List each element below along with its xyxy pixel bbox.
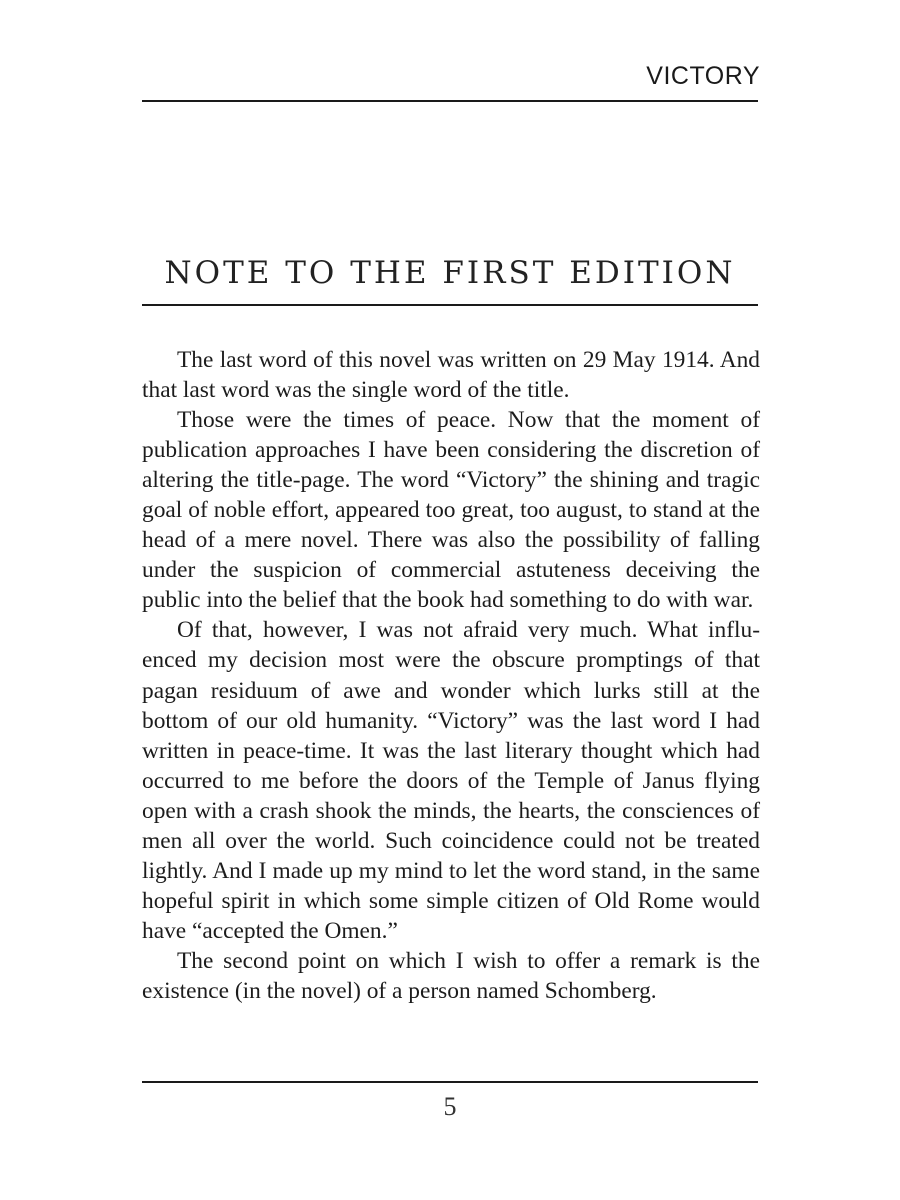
- footer-rule: [142, 1081, 758, 1083]
- body-text: [142, 345, 760, 1006]
- paragraph: The last word of this novel was written on 29 May 1914. And that last word was the single word of the title.: [142, 347, 760, 404]
- header-rule: [142, 100, 758, 102]
- paragraph: Of that, however, I was not afraid very much. What influenced my decision most were the obscure promptings of that pagan residuum of awe and wonder which lurks still at the bottom of our old humanity. “Victory” was the last word I had written in peace-time. It was the last literary thought which had occurred to me before the doors of the Temple of Janus flying open with a crash shook the minds, the hearts, the consciences of men all over the world. Such coincidence could not be treated lightly. And I made up my mind to let the word stand, in the same hopeful spirit in which some simple citizen of Old Rome would have “accepted the Omen.”: [142, 617, 760, 944]
- paragraph: Those were the times of peace. Now that the moment of publication approaches I have been considering the discretion of altering the title-page. The word “Victory” the shining and tragic goal of noble effort, appeared too great, too august, to stand at the head of a mere novel. There was also the possibility of falling under the suspicion of commercial astuteness deceiving the public into the belief that the book had something to do with war.: [142, 407, 760, 614]
- running-head: VICTORY: [646, 62, 760, 90]
- page-number: 5: [443, 1092, 457, 1121]
- paragraph: The second point on which I wish to offer a remark is the existence (in the novel) of a person named Schomberg.: [142, 947, 760, 1004]
- title-rule: [142, 304, 758, 306]
- chapter-title: NOTE TO THE FIRST EDITION: [164, 254, 736, 291]
